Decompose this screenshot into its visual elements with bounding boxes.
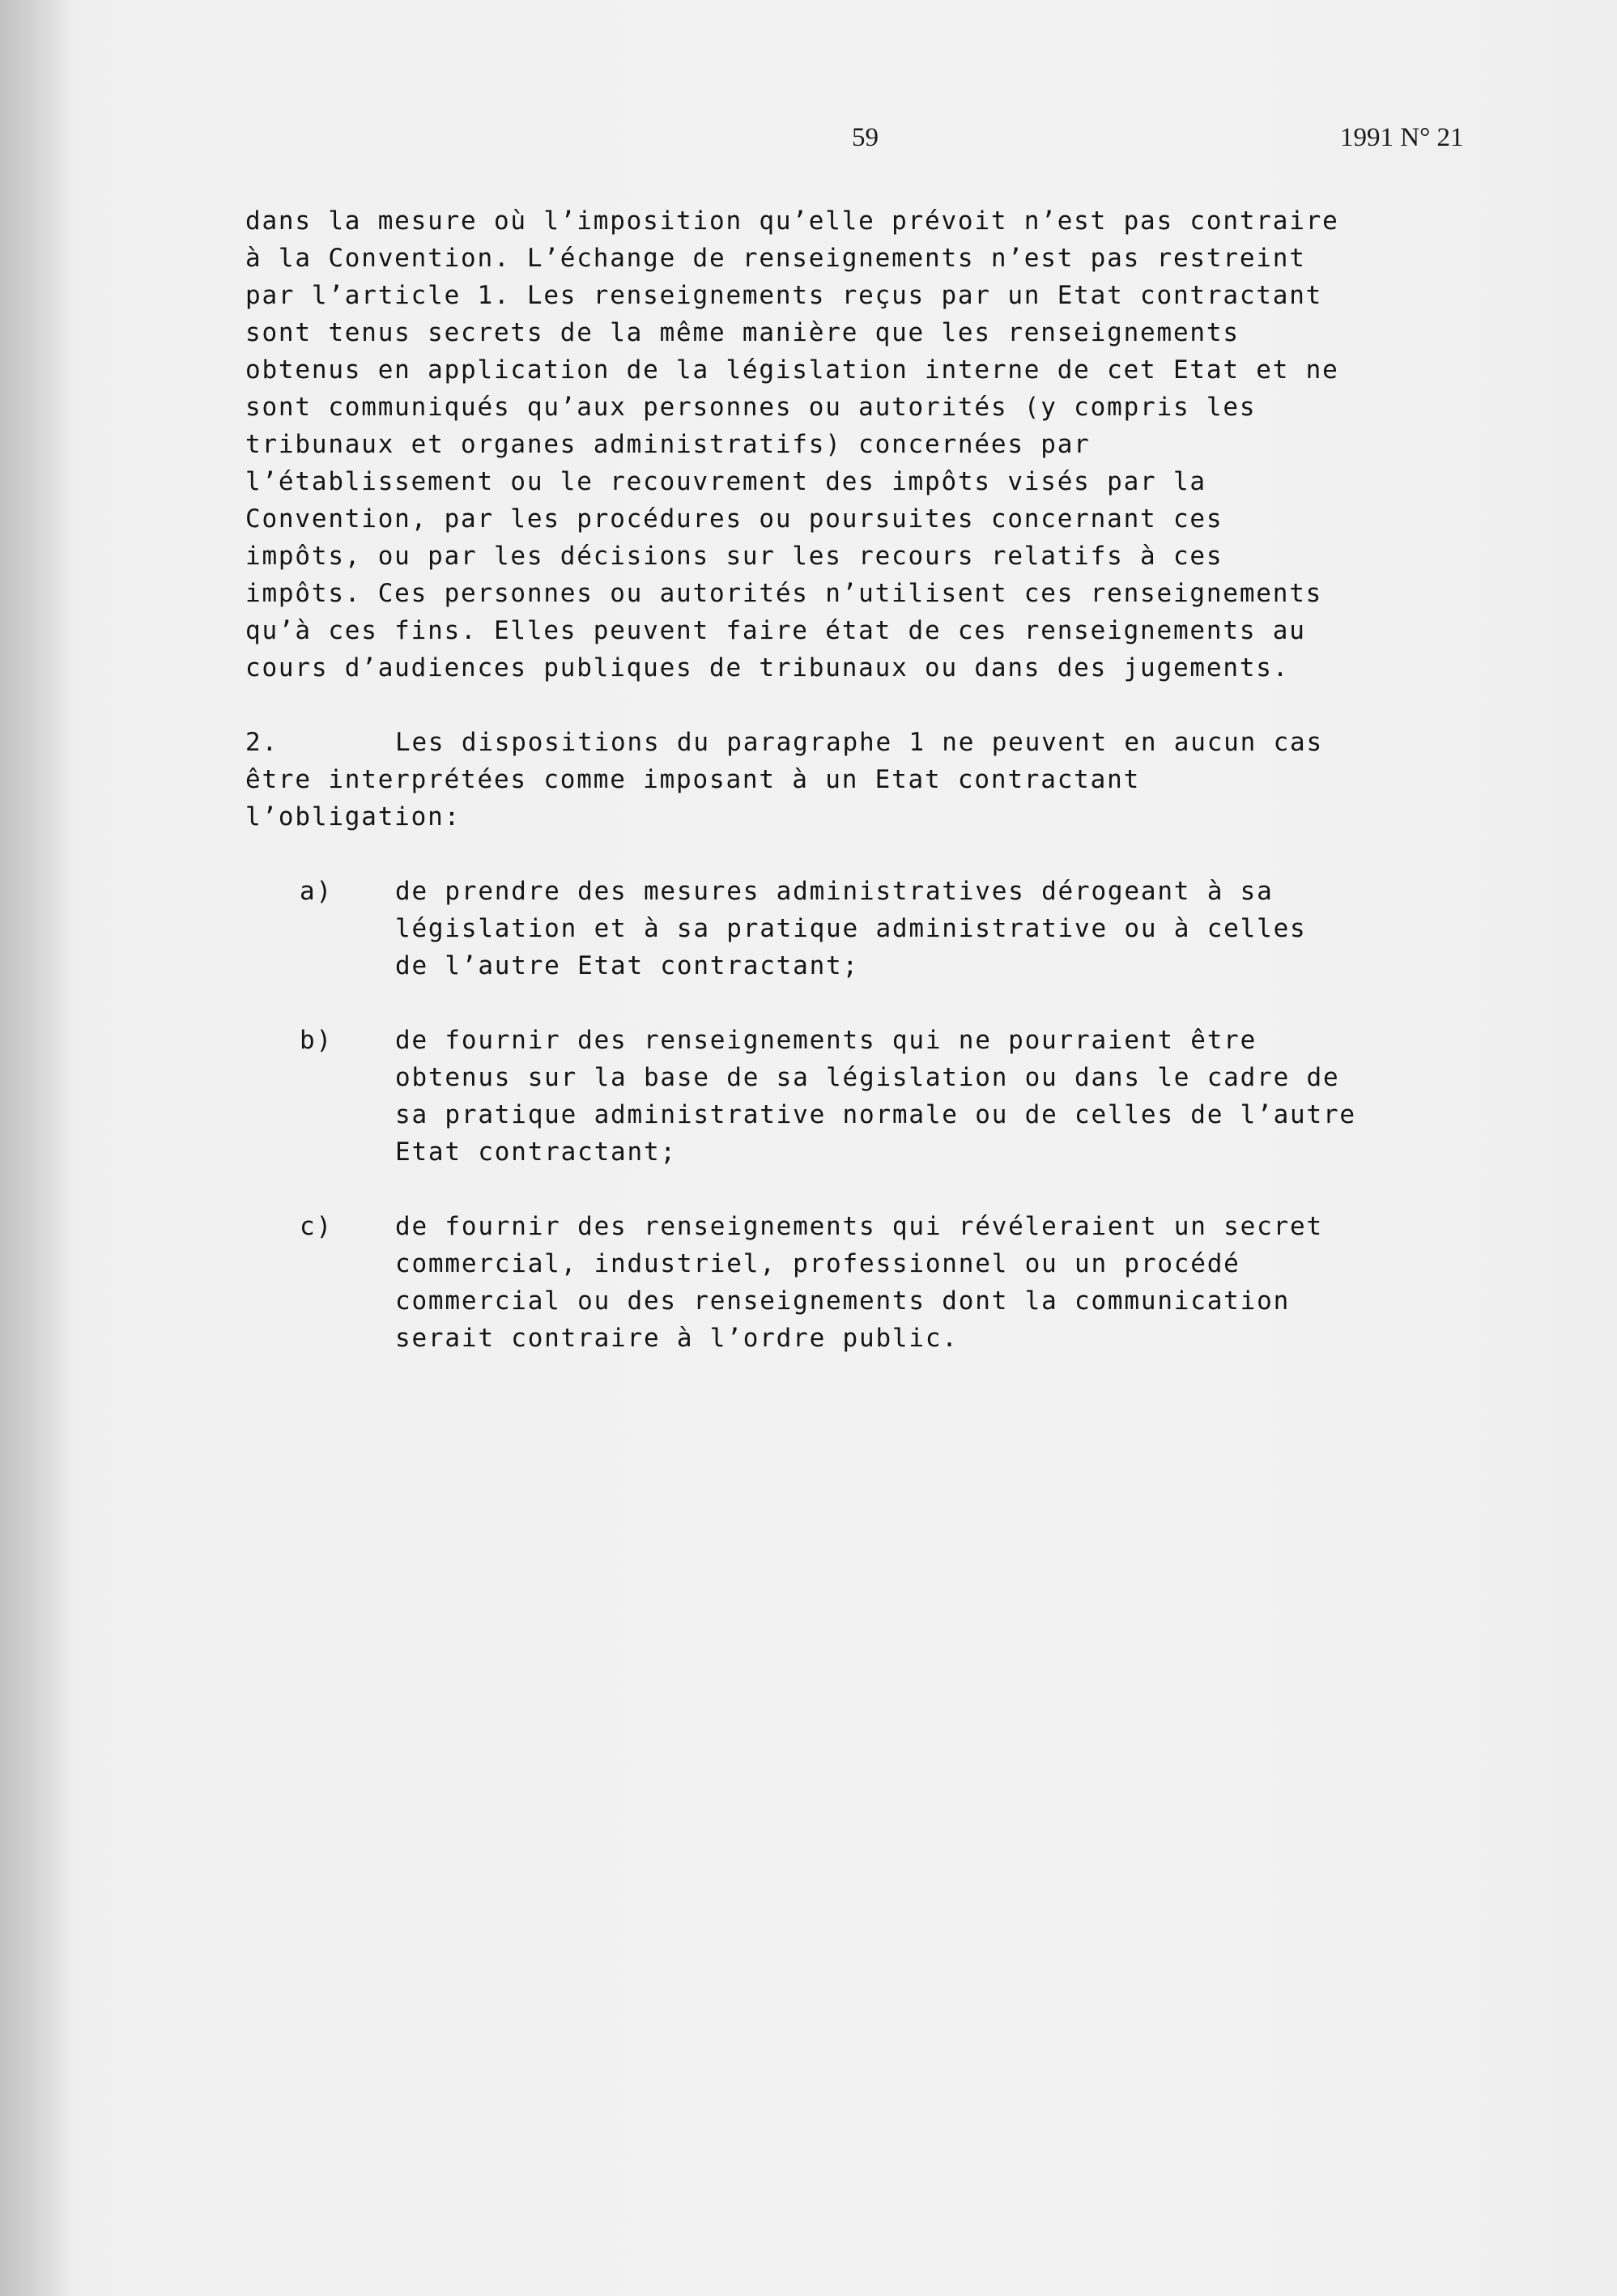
text-line: sont tenus secrets de la même manière que les renseignements <box>245 318 1240 347</box>
text-line: être interprétées comme imposant à un Etat contractant <box>245 765 1141 794</box>
journal-reference: 1991 N° 21 <box>1340 123 1464 152</box>
text-line: tribunaux et organes administratifs) concernées par <box>245 430 1091 459</box>
text-line: Les dispositions du paragraphe 1 ne peuvent en aucun cas <box>395 728 1323 757</box>
text-line: Convention, par les procédures ou poursuites concernant ces <box>245 504 1223 534</box>
page-number: 59 <box>852 123 879 152</box>
text-line: par l’article 1. Les renseignements reçus par un Etat contractant <box>245 281 1323 310</box>
text-line: dans la mesure où l’imposition qu’elle prévoit n’est pas contraire <box>245 206 1339 236</box>
text-line: de fournir des renseignements qui ne pourraient être <box>395 1026 1257 1055</box>
binding-shadow <box>0 0 73 2296</box>
text-line: commercial, industriel, professionnel ou un procédé <box>395 1249 1240 1278</box>
text-line: l’obligation: <box>245 802 462 831</box>
text-line: obtenus sur la base de sa législation ou dans le cadre de <box>395 1063 1340 1092</box>
text-line: impôts, ou par les décisions sur les recours relatifs à ces <box>245 542 1223 571</box>
text-line: de fournir des renseignements qui révéleraient un secret <box>395 1212 1323 1241</box>
text-line: de l’autre Etat contractant; <box>395 951 859 980</box>
text-line: serait contraire à l’ordre public. <box>395 1324 959 1353</box>
text-line: l’établissement ou le recouvrement des impôts visés par la <box>245 467 1206 496</box>
text-line: sont communiqués qu’aux personnes ou autorités (y compris les <box>245 393 1257 422</box>
text-line: à la Convention. L’échange de renseignements n’est pas restreint <box>245 244 1306 273</box>
text-line: obtenus en application de la législation interne de cet Etat et ne <box>245 355 1339 385</box>
text-line: commercial ou des renseignements dont la communication <box>395 1286 1291 1316</box>
text-line: Etat contractant; <box>395 1137 677 1167</box>
item-label: c) <box>300 1212 333 1241</box>
text-line: cours d’audiences publiques de tribunaux ou dans des jugements. <box>245 653 1290 682</box>
text-line: qu’à ces fins. Elles peuvent faire état de ces renseignements au <box>245 616 1306 645</box>
item-label: a) <box>300 877 333 906</box>
text-line: législation et à sa pratique administrative ou à celles <box>395 914 1307 943</box>
item-label: b) <box>300 1026 333 1055</box>
text-line: de prendre des mesures administratives dérogeant à sa <box>395 877 1274 906</box>
paragraph-number: 2. <box>245 728 279 757</box>
text-line: sa pratique administrative normale ou de celles de l’autre <box>395 1100 1356 1129</box>
text-line: impôts. Ces personnes ou autorités n’utilisent ces renseignements <box>245 579 1323 608</box>
